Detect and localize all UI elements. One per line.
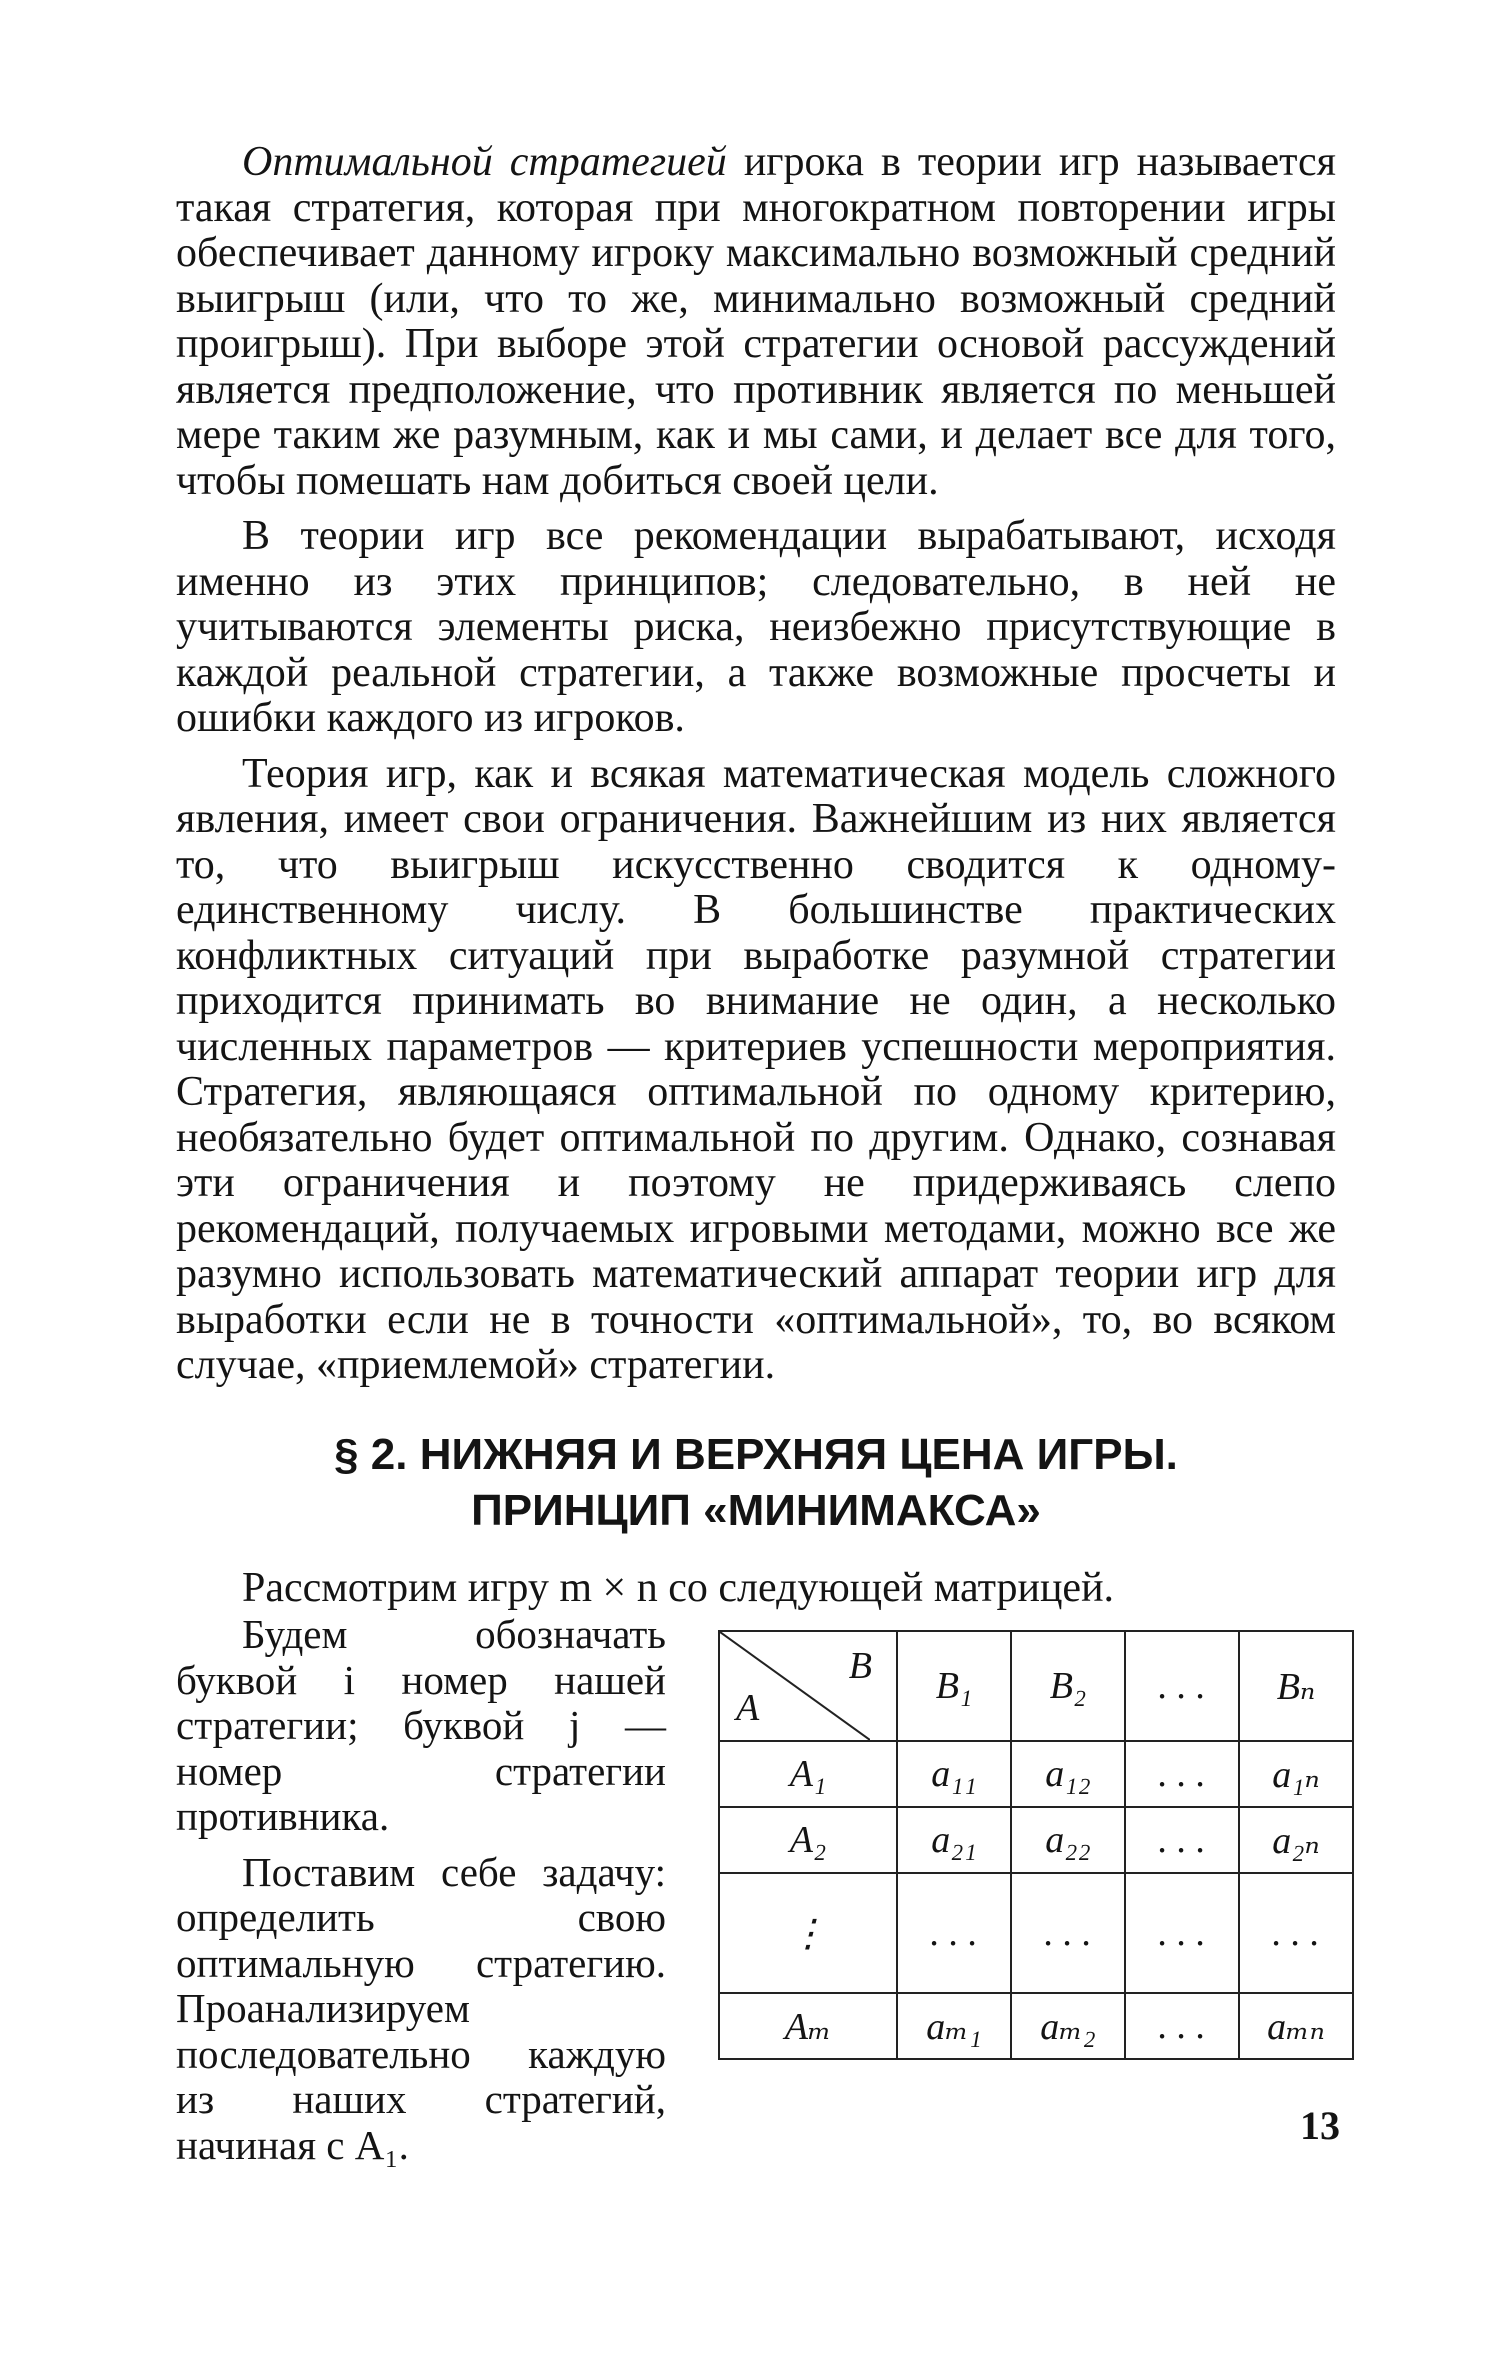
matrix-row	[719, 1741, 1353, 1807]
matrix-row	[719, 1993, 1353, 2059]
matrix-cell: a₁ₙ	[1239, 1741, 1353, 1807]
payoff-matrix	[718, 1630, 1354, 2060]
section-heading	[176, 1427, 1336, 1539]
body-text	[176, 140, 1336, 1399]
matrix-cell: a₂₂	[1011, 1807, 1125, 1873]
matrix-cell: . . .	[1125, 1873, 1239, 1993]
col-header: Bₙ	[1239, 1631, 1353, 1741]
matrix-cell: . . .	[1125, 1741, 1239, 1807]
matrix-cell: aₘ₁	[897, 1993, 1011, 2059]
matrix-header-row	[719, 1631, 1353, 1741]
matrix-row	[719, 1873, 1353, 1993]
matrix-cell: aₘ₂	[1011, 1993, 1125, 2059]
matrix-cell: a₂ₙ	[1239, 1807, 1353, 1873]
row-header: A₁	[719, 1741, 897, 1807]
matrix-cell: . . .	[1239, 1873, 1353, 1993]
side-paragraph-2: Поставим себе задачу: определить свою оптимальную стратегию. Проанализируем последовательно каждую из наших стратегий, начиная с A₁.	[176, 1848, 666, 2168]
matrix-cell: a₁₂	[1011, 1741, 1125, 1807]
col-header: B₁	[897, 1631, 1011, 1741]
corner-label-b: B	[848, 1645, 872, 1687]
row-header: ⋮	[719, 1873, 897, 1993]
matrix-cell: . . .	[897, 1873, 1011, 1993]
row-header: A₂	[719, 1807, 897, 1873]
paragraph-3: Теория игр, как и всякая математическая модель сложного явления, имеет свои ограничения. Важнейшим из них является то, что выигрыш искусственно сводится к одному-единственному числу. В большинстве практических конфликтных ситуаций при выработке разумной стратегии приходится принимать во внимание не один, а несколько численных параметров — критериев успешности мероприятия. Стратегия, являющаяся оптимальной по одному критерию, необязательно будет оптимальной по другим. Однако, сознавая эти ограничения и поэтому не придерживаясь слепо рекомендаций, получаемых игровыми методами, можно все же разумно использовать математический аппарат теории игр для выработки если не в точности «оптимальной», то, во всяком случае, «приемлемой» стратегии.	[176, 750, 1336, 1388]
col-header: . . .	[1125, 1631, 1239, 1741]
matrix-cell: . . .	[1011, 1873, 1125, 1993]
paragraph-2: В теории игр все рекомендации вырабатывают, исходя именно из этих принципов; следовательно, в ней не учитываются элементы риска, неизбежно присутствующие в каждой реальной стратегии, а также возможные просчеты и ошибки каждого из игроков.	[176, 513, 1336, 741]
page-number: 13	[1300, 2103, 1340, 2148]
matrix-cell: . . .	[1125, 1993, 1239, 2059]
paragraph-1-rest: игрока в теории игр называется такая стратегия, которая при многократном повторении игры обеспечивает данному игроку максимально возможный средний выигрыш (или, что то же, минимально возможный средний проигрыш). При выборе этой стратегии основой рассуждений является предположение, что противник является по меньшей мере таким же разумным, как и мы сами, и делает все для того, чтобы помешать нам добиться своей цели.	[176, 139, 1336, 504]
corner-label-a: A	[736, 1687, 760, 1729]
side-text	[176, 1612, 666, 2178]
paragraph-1	[176, 140, 1336, 504]
matrix-cell: . . .	[1125, 1807, 1239, 1873]
section-heading-line1: § 2. НИЖНЯЯ И ВЕРХНЯЯ ЦЕНА ИГРЫ.	[334, 1430, 1178, 1479]
side-paragraph-1: Будем обозначать буквой i номер нашей стратегии; буквой j — номер стратегии противника.	[176, 1611, 666, 1839]
intro-sentence: Рассмотрим игру m × n со следующей матрицей.	[242, 1565, 1115, 1611]
matrix-corner-cell	[719, 1631, 897, 1741]
col-header: B₂	[1011, 1631, 1125, 1741]
matrix-cell: a₁₁	[897, 1741, 1011, 1807]
matrix-row	[719, 1807, 1353, 1873]
matrix-cell: aₘₙ	[1239, 1993, 1353, 2059]
matrix-cell: a₂₁	[897, 1807, 1011, 1873]
section-heading-line2: ПРИНЦИП «МИНИМАКСА»	[471, 1486, 1041, 1535]
row-header: Aₘ	[719, 1993, 897, 2059]
defined-term: Оптимальной стратегией	[242, 139, 727, 185]
